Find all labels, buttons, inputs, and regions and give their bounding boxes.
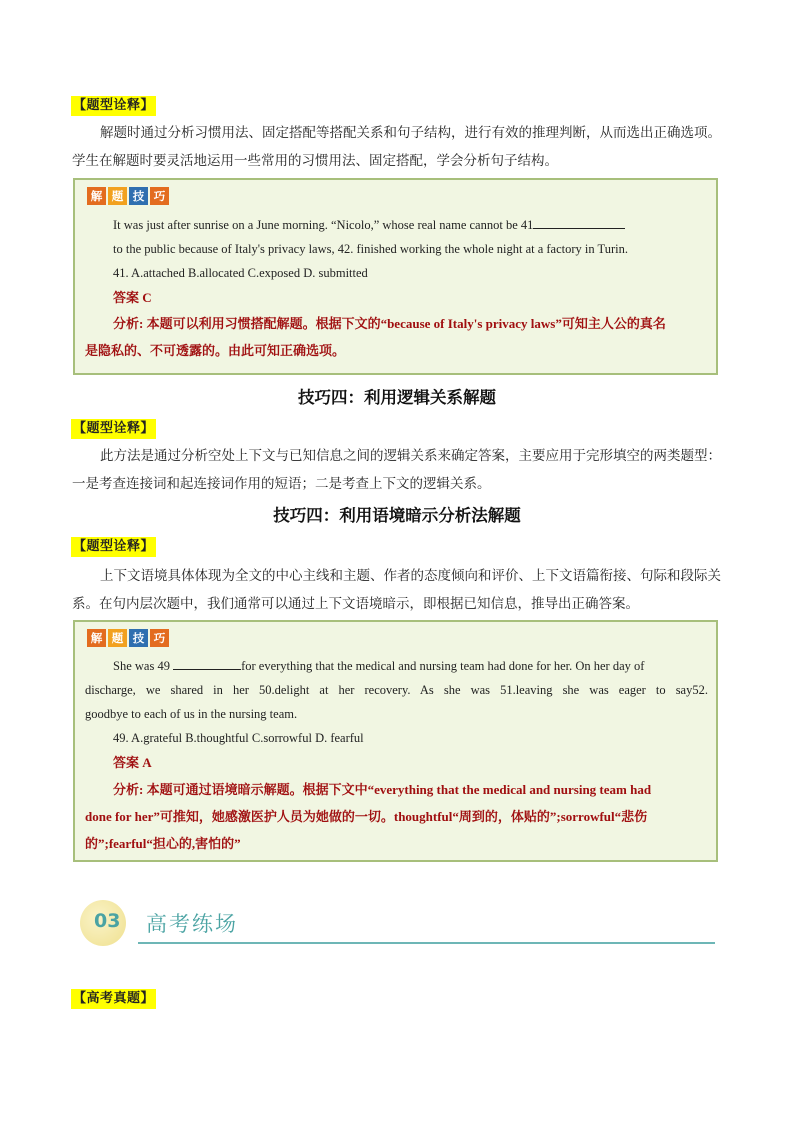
tip-box — [73, 178, 718, 375]
paragraph: 上下文语境具体体现为全文的中心主线和主题、作者的态度倾向和评价、上下文语篇衔接、句际和段际关系。在句内层次题中，我们通常可以通过上下文语境暗示，即根据已知信息，推导出正确答案。 — [72, 568, 721, 612]
analysis-line: 是隐私的、不可透露的。由此可知正确选项。 — [85, 343, 346, 358]
tip-badge: 解 — [87, 629, 106, 647]
tip-badge: 技 — [129, 187, 148, 205]
banner-title: 高考练场 — [146, 912, 238, 936]
example-line: goodbye to each of us in the nursing team. — [85, 707, 298, 721]
tip-badge: 解 — [87, 187, 106, 205]
answer-line: 答案 C — [113, 290, 152, 305]
tip-badge: 题 — [108, 629, 127, 647]
section-heading: 技巧四：利用语境暗示分析法解题 — [273, 506, 521, 525]
tip-badge: 巧 — [150, 629, 169, 647]
answer-blank — [533, 214, 625, 229]
example-line — [113, 214, 625, 236]
example-text: She was 49 — [113, 659, 170, 673]
tip-box — [73, 620, 718, 862]
banner-number: 03 — [94, 910, 121, 932]
example-line: to the public because of Italy's privacy laws, 42. finished working the whole night at a factory in Turin. — [113, 242, 628, 256]
paragraph: 此方法是通过分析空处上下文与已知信息之间的逻辑关系来确定答案，主要应用于完形填空的两类题型：一是考查连接词和起连接词作用的短语；二是考查上下文的逻辑关系。 — [72, 448, 721, 492]
tip-badge: 题 — [108, 187, 127, 205]
section-heading: 技巧四：利用逻辑关系解题 — [298, 388, 496, 407]
section-tag: 【高考真题】 — [71, 989, 156, 1009]
section-tag: 【题型诠释】 — [71, 96, 156, 116]
tip-badge: 技 — [129, 629, 148, 647]
analysis-line: done for her”可推知，她感激医护人员为她做的一切。thoughtful“周到的，体贴的”;sorrowful“悲伤 — [85, 809, 648, 824]
example-text: It was just after sunrise on a June morning. “Nicolo,” whose real name cannot be 41 — [113, 218, 534, 232]
tip-badge: 巧 — [150, 187, 169, 205]
paragraph: 解题时通过分析习惯用法、固定搭配等搭配关系和句子结构，进行有效的推理判断，从而选出正确选项。学生在解题时要灵活地运用一些常用的习惯用法、固定搭配，学会分析句子结构。 — [72, 125, 721, 169]
analysis-line: 的”;fearful“担心的,害怕的” — [85, 836, 241, 851]
options-line: 49. A.grateful B.thoughtful C.sorrowful D. fearful — [113, 731, 364, 745]
example-line: discharge, we shared in her 50.delight at her recovery. As she was 51.leaving she was eager to say52. — [85, 683, 708, 697]
banner-underline — [138, 942, 715, 944]
section-tag: 【题型诠释】 — [71, 419, 156, 439]
analysis-line: 分析: 本题可以利用习惯搭配解题。根据下文的“because of Italy's privacy laws”可知主人公的真名 — [113, 316, 666, 331]
section-tag: 【题型诠释】 — [71, 537, 156, 557]
analysis-line: 分析: 本题可通过语境暗示解题。根据下文中“everything that the medical and nursing team had — [113, 782, 652, 797]
answer-line: 答案 A — [113, 755, 152, 770]
tip-badges — [87, 187, 169, 205]
section-banner — [80, 898, 720, 948]
tip-badges — [87, 629, 169, 647]
options-line: 41. A.attached B.allocated C.exposed D. submitted — [113, 266, 368, 280]
answer-blank — [173, 655, 241, 670]
example-text: for everything that the medical and nursing team had done for her. On her day of — [241, 659, 645, 673]
example-line — [113, 655, 644, 677]
